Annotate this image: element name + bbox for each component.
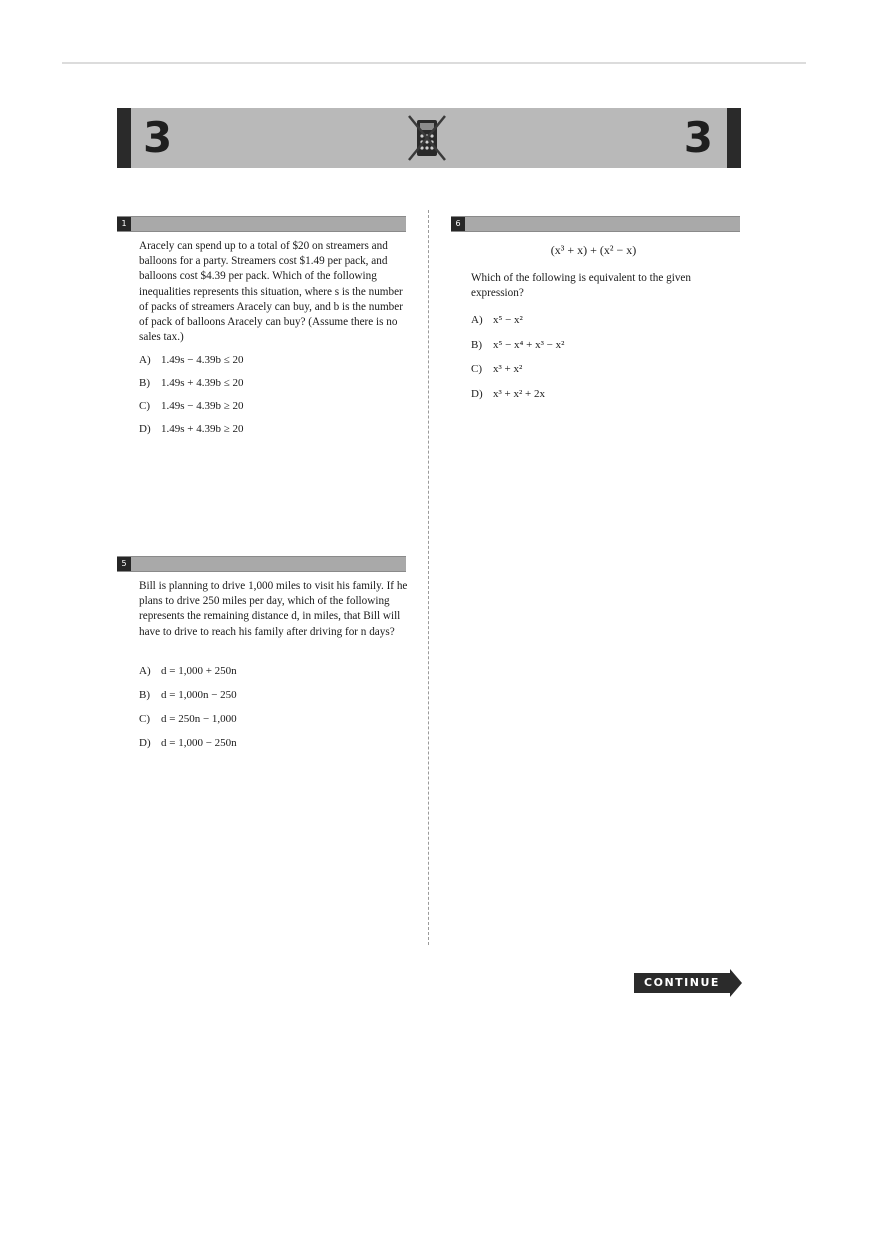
- choice-6c[interactable]: [471, 362, 522, 376]
- question-bar-6: [451, 216, 740, 232]
- choice-label: D): [139, 737, 151, 749]
- section-number-left: 3: [143, 113, 173, 162]
- choice-text: 1.49s − 4.39b ≤ 20: [161, 354, 244, 366]
- section-number-right: 3: [683, 113, 713, 162]
- choice-5c[interactable]: [139, 712, 237, 726]
- choice-text: d = 1,000 − 250n: [161, 737, 237, 749]
- question-number-1: 1: [117, 217, 131, 231]
- header-edge-left: [117, 108, 131, 168]
- choice-6a[interactable]: [471, 313, 523, 327]
- choice-label: B): [471, 339, 482, 351]
- choice-label: A): [471, 314, 483, 326]
- given-expression: (x³ + x) + (x² − x): [550, 243, 637, 257]
- question-6-stem: Which of the following is equivalent to the given expression?: [471, 272, 691, 300]
- question-number-6: 6: [451, 217, 465, 231]
- continue-button[interactable]: CONTINUE: [634, 973, 730, 993]
- choice-label: A): [139, 354, 151, 366]
- section-header: [117, 108, 741, 168]
- choice-label: B): [139, 377, 150, 389]
- choice-5d[interactable]: [139, 736, 237, 750]
- arrow-right-icon: [730, 969, 742, 997]
- choice-5b[interactable]: [139, 688, 237, 702]
- choice-1d[interactable]: [139, 422, 244, 436]
- choice-label: C): [139, 400, 150, 412]
- choice-label: A): [139, 665, 151, 677]
- choice-5a[interactable]: [139, 664, 237, 678]
- choice-text: x⁵ − x⁴ + x³ − x²: [493, 339, 565, 351]
- no-calculator-icon: [407, 112, 447, 164]
- choice-text: d = 250n − 1,000: [161, 713, 237, 725]
- question-bar-5: [117, 556, 406, 572]
- question-bar-1: [117, 216, 406, 232]
- choice-1b[interactable]: [139, 376, 244, 390]
- choice-text: x³ + x² + 2x: [493, 388, 546, 400]
- choice-label: C): [139, 713, 150, 725]
- column-divider: [428, 210, 429, 945]
- choice-label: D): [471, 388, 483, 400]
- choice-label: D): [139, 423, 151, 435]
- choice-1c[interactable]: [139, 399, 244, 413]
- choice-label: C): [471, 363, 482, 375]
- choice-text: 1.49s + 4.39b ≥ 20: [161, 423, 244, 435]
- choice-text: d = 1,000 + 250n: [161, 665, 237, 677]
- question-1-stem: Aracely can spend up to a total of $20 on streamers and balloons for a party. Streamers cost $1.49 per pack, and balloons cost $4.39 per pack. Which of the following inequalities represents this situation, where s is the number of packs of streamers Aracely can buy, and b is the number of pack of balloons Aracely can buy? (Assume there is no sales tax.): [139, 240, 403, 344]
- question-5-stem: Bill is planning to drive 1,000 miles to visit his family. If he plans to drive 250 miles per day, which of the following represents the remaining distance d, in miles, that Bill will have to drive to reach his family after driving for n days?: [139, 580, 408, 638]
- choice-text: 1.49s + 4.39b ≤ 20: [161, 377, 244, 389]
- choice-text: x⁵ − x²: [493, 314, 523, 326]
- header-edge-right: [727, 108, 741, 168]
- choice-label: B): [139, 689, 150, 701]
- choice-text: 1.49s − 4.39b ≥ 20: [161, 400, 244, 412]
- choice-6b[interactable]: [471, 338, 564, 352]
- question-number-5: 5: [117, 557, 131, 571]
- choice-text: x³ + x²: [493, 363, 523, 375]
- choice-1a[interactable]: [139, 353, 244, 367]
- choice-text: d = 1,000n − 250: [161, 689, 237, 701]
- top-rule: [62, 62, 806, 64]
- choice-6d[interactable]: [471, 387, 545, 401]
